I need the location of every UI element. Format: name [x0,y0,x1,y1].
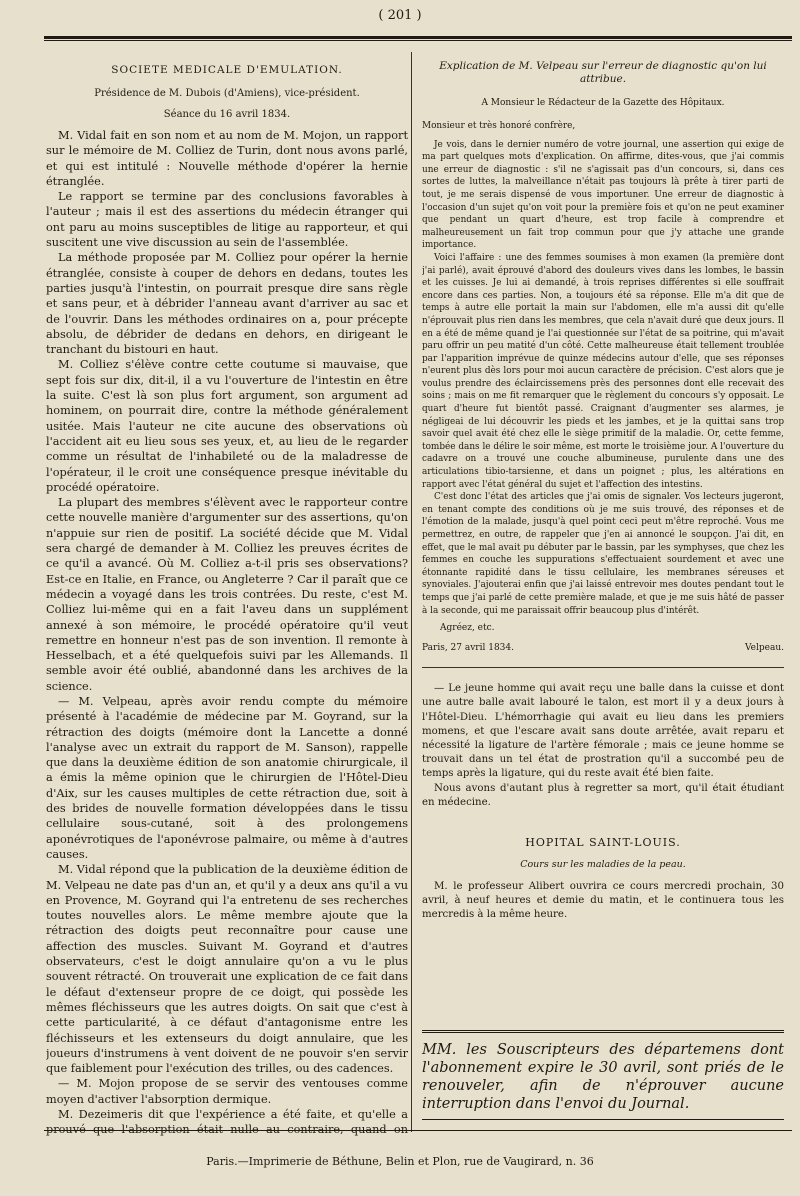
left-column [46,60,408,1136]
column-divider [411,52,412,1132]
paragraph: M. Dezeimeris dit que l'expérience a été faite, et qu'elle a prouvé que l'absorption était nulle au contraire, quand on [46,1108,408,1136]
paragraph: La méthode proposée par M. Colliez pour opérer la hernie étranglée, consiste à couper de dehors en dedans, toutes les parties jusqu'à l'intestin, on pourrait presque dire sans règle et sans peur, et à débrider l'anneau avant d'arriver au sac et de l'ouvrir. Dans les méthodes ordinaires on a, pour précepte absolu, de débrider de dedans en dehors, en dirigeant le tranchant du bistouri en haut. [46,251,408,357]
printer-imprint: Paris.—Imprimerie de Béthune, Belin et Plon, rue de Vaugirard, n. 36 [206,1155,594,1168]
letter-closing: Agréez, etc. [440,623,495,634]
paragraph: — M. Velpeau, après avoir rendu compte du mémoire présenté à l'académie de médecine par M. Goyrand, sur la rétraction des doigts (mémoire dont la Lancette a donné l'analyse avec un extrait du rapport de M. Sanson), rappelle que dans la deuxième édition de son anatomie chirurgicale, il a émis la même opinion que le chirurgien de l'Hôtel-Dieu d'Aix, sur les causes multiples de cette rétraction due, soit à des brides de nouvelle formation développées dans le tissu cellulaire sous-cutané, soit à des prolongemens aponévrotiques de l'aponévrose palmaire, ou même à d'autres causes. [46,694,408,861]
session-date: Séance du 16 avril 1834. [163,109,291,120]
top-rule [44,36,792,41]
letter-paragraph: Je vois, dans le dernier numéro de votre journal, une assertion qui exige de ma part quelques mots d'explication. On affirme, dites-vous, que j'ai commis une erreur de diagnostic : s'il ne s'agissait pas d'un concours, si, dans ces sortes de luttes, la malveillance n'était pas toujours là prête à tirer parti de tout, je me serais dispensé de vous importuner. Une erreur de diagnostic à l'occasion d'un sujet qu'on voit pour la première fois et qu'on ne peut examiner que pendant un quart d'heure, est trop facile à comprendre et malheureusement un fait trop commun pour que j'y attache une grande importance. [422,139,784,251]
news-item [422,682,784,922]
letter-addressee: A Monsieur le Rédacteur de la Gazette des Hôpitaux. [481,98,725,108]
letter-date: Paris, 27 avril 1834. [422,643,514,654]
paragraph: M. Vidal répond que la publication de la deuxième édition de M. Velpeau ne date pas d'un an, et qu'il y a deux ans qu'il a vu en Provence, M. Goyrand qui l'a entretenu de ses recherches toutes nouvelles alors. Le même membre ajoute que la rétraction des doigts peut reconnaître pour cause une affection des muscles. Suivant M. Goyrand et d'autres observateurs, c'est le doigt annulaire qu'on a vu le plus souvent rétracté. On trouverait une explication de ce fait dans le défaut d'extenseur propre de ce doigt, qui possède les mêmes fléchisseurs que les autres doigts. On sait que c'est à cette particularité, à ce défaut d'antagonisme entre les fléchisseurs et les extenseurs du doigt annulaire, que les joueurs d'instrumens à vent doivent de ne pouvoir s'en servir que faiblement pour l'exécution des trilles, ou des cadences. [46,863,408,1076]
hospital-title: HOPITAL SAINT-LOUIS. [525,835,681,849]
velpeau-letter [422,60,784,653]
letter-title: Explication de M. Velpeau sur l'erreur de diagnostic qu'on lui attribue. [439,60,767,85]
letter-signature: Velpeau. [745,643,784,654]
hospital-paragraph: M. le professeur Alibert ouvrira ce cours mercredi prochain, 30 avril, à neuf heures et demie du matin, et le continuera tous les mercredis à la même heure. [422,880,784,921]
paragraph: Le rapport se termine par des conclusions favorables à l'auteur ; mais il est des assertions du médecin étranger qui ont paru au moins susceptibles de litige au rapporteur, et qui suscitent une vive discussion au sein de l'assemblée. [46,190,408,250]
subscription-notice: MM. les Souscripteurs des départemens dont l'abonnement expire le 30 avril, sont priés de le renouveler, afin de n'éprouver aucune interruption dans l'envoi du Journal. [422,1030,784,1120]
letter-paragraph: C'est donc l'état des articles que j'ai omis de signaler. Vos lecteurs jugeront, en tenant compte des conditions où je me suis trouvé, des réponses et de l'émotion de la malade, jusqu'à quel point ceci peut m'être reproché. Vous me permettrez, en outre, de rappeler que j'en ai annoncé le soupçon. J'ai dit, en effet, que le mal avait pu débuter par le bassin, par les symphyses, que chez les femmes en couche les suppurations s'effectuaient sourdement et avec une étonnante rapidité dans le tissu cellulaire, les membranes séreuses et synoviales. J'ajouterai enfin que j'ai laissé entrevoir mes doutes pendant tout le temps que j'ai parlé de cette première malade, et que je me suis hâté de passer à la seconde, qui me paraissait offrir beaucoup plus d'intérêt. [422,492,784,616]
letter-salutation: Monsieur et très honoré confrère, [422,121,576,131]
right-column [422,60,784,1136]
bottom-rule [44,1130,792,1131]
paragraph: La plupart des membres s'élèvent avec le rapporteur contre cette nouvelle manière d'argumenter sur des assertions, qu'on n'appuie sur rien de positif. La société décide que M. Vidal sera chargé de demander à M. Colliez les preuves écrites de ce qu'il a avancé. Où M. Colliez a-t-il pris ses observations? Est-ce en Italie, en France, ou Angleterre ? Car il paraît que ce médecin a voyagé dans les trois contrées. Du reste, c'est M. Colliez lui-même qui en a fait l'aveu dans un supplément annexé à son mémoire, le procédé opératoire qu'il veut remettre en honneur n'est pas de son invention. Il remonte à Hesselbach, et a été quelquefois suivi par les Allemands. Il semble avoir été oublié, abandonné dans les archives de la science. [46,496,408,693]
letter-paragraph: Voici l'affaire : une des femmes soumises à mon examen (la première dont j'ai parlé), avait éprouvé d'abord des douleurs vives dans les lombes, le bassin et les cuisses. Je lui ai demandé, à trois reprises différentes si elle souffrait encore dans ces parties. Non, a toujours été sa réponse. Elle m'a dit que de temps à autre elle portait la main sur l'abdomen, elle m'a aussi dit qu'elle n'éprouvait plus rien dans les membres, que cela n'avait duré que deux jours. Il en a été de même quand je l'ai questionnée sur l'état de sa poitrine, qui m'avait paru offrir un peu matité d'un côté. Cette malheureuse était tellement troublée par l'apparition imprévue de quinze médecins autour d'elle, que ses réponses n'eurent plus dès lors pour moi aucun caractère de précision. C'est alors que je voulus prendre des éclaircissemens près des personnes dont elle recevait des soins ; mais on me fit remarquer que le règlement du concours s'y opposait. Le quart d'heure fut bientôt passé. Craignant d'augmenter ses alarmes, je négligeai de lui découvrir les pieds et les jambes, et je la quittai sans trop savoir quel avait été chez elle le siège primitif de la maladie. Or, cette femme, tombée dans le délire le soir même, est morte le troisième jour. A l'ouverture du cadavre on a trouvé une couche albumineuse, purulente dans une des articulations tibio-tarsienne, et dans un poignet ; plus, les altérations en rapport avec l'état général du sujet et l'affection des intestins. [422,252,784,490]
paragraph: M. Vidal fait en son nom et au nom de M. Mojon, un rapport sur le mémoire de M. Colliez de Turin, dont nous avons parlé, et qui est intitulé : Nouvelle méthode d'opérer la hernie étranglée. [46,129,408,188]
news-paragraph: — Le jeune homme qui avait reçu une balle dans la cuisse et dont une autre balle avait labouré le talon, est mort il y a deux jours à l'Hôtel-Dieu. L'hémorrhagie qui avait eu lieu dans les premiers momens, et que l'escare avait sans doute arrêtée, avait reparu et nécessité la ligature de l'artère fémorale ; mais ce jeune homme se trouvait dans un tel état de prostration qu'il a succombé peu de temps après la ligature, qui du reste avait été bien faite. [422,683,784,780]
divider-rule [422,667,784,668]
section-title: SOCIETE MEDICALE D'EMULATION. [111,64,343,76]
letter-sign-row [422,643,784,653]
hospital-subtitle: Cours sur les maladies de la peau. [520,858,686,870]
news-paragraph: Nous avons d'autant plus à regretter sa mort, qu'il était étudiant en médecine. [422,782,784,808]
presidency-line: Présidence de M. Dubois (d'Amiens), vice-président. [94,88,360,99]
paragraph: — M. Mojon propose de se servir des ventouses comme moyen d'activer l'absorption dermique. [46,1077,408,1106]
paragraph: M. Colliez s'élève contre cette coutume si mauvaise, que sept fois sur dix, dit-il, il a vu l'ouverture de l'intestin en être la suite. C'est là son plus fort argument, son argument ad hominem, on pourrait dire, contre la méthode généralement usitée. Mais l'auteur ne cite aucune des observations où l'accident ait eu lieu sous ses yeux, et, au lieu de le regarder comme un résultat de l'inhabileté ou de la maladresse de l'opérateur, il le croit une conséquence presque inévitable du procédé opératoire. [46,358,408,494]
page-number: ( 201 ) [378,8,422,23]
